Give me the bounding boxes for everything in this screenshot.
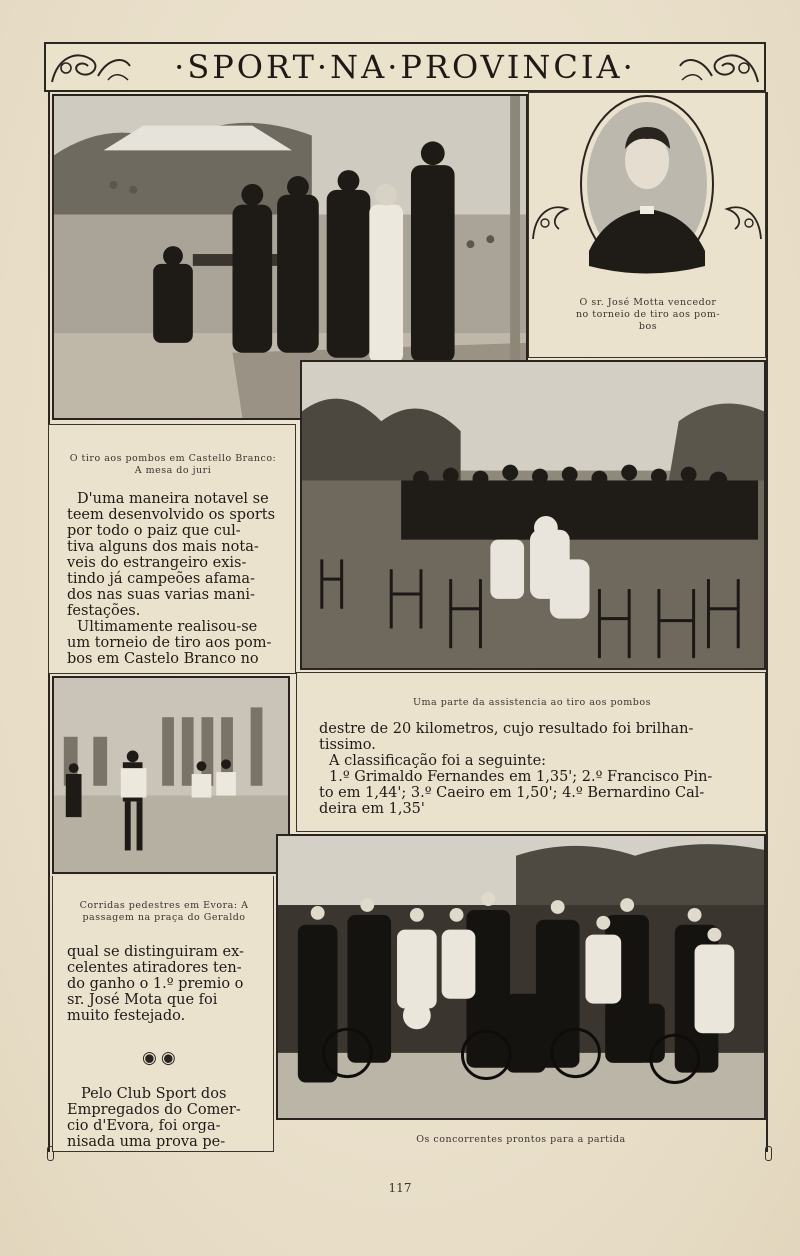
- runners-caption-line: Corridas pedestres em Evora: A: [79, 900, 249, 911]
- text-line: festações.: [67, 603, 141, 619]
- text-line: deira em 1,35': [319, 801, 425, 817]
- photo-crowd: [300, 360, 766, 670]
- text-panel-middle: [296, 672, 766, 832]
- photo-runners: [52, 676, 290, 874]
- runners-image: [54, 678, 288, 872]
- jury-caption-line: O tiro aos pombos em Castello Branco:: [69, 453, 277, 464]
- text-line: um torneio de tiro aos pom-: [67, 635, 272, 651]
- frame-right-rule: [766, 92, 768, 1152]
- text-line: celentes atiradores ten-: [67, 960, 242, 976]
- page-title: ·SPORT·NA·PROVINCIA·: [174, 48, 636, 86]
- text-line: D'uma maneira notavel se: [77, 491, 269, 507]
- page-number: 117: [388, 1181, 412, 1195]
- text-line: qual se distinguiram ex-: [67, 944, 244, 960]
- crowd-image: [302, 362, 764, 668]
- article-paragraph-5: [67, 1086, 257, 1150]
- ornament-right-icon: [676, 46, 762, 88]
- portrait-medallion: [577, 91, 717, 277]
- text-line: tindo já campeões afama-: [67, 571, 255, 587]
- jury-caption-line: A mesa do juri: [134, 465, 212, 476]
- portrait-panel: [528, 92, 766, 358]
- photo-competitors: [276, 834, 766, 1120]
- text-line: dos nas suas varias mani-: [67, 587, 255, 603]
- text-line: cio d'Evora, foi orga-: [67, 1118, 221, 1134]
- text-line: tissimo.: [319, 737, 376, 753]
- competitors-image: [278, 836, 764, 1118]
- text-panel-top: [48, 424, 296, 674]
- portrait-caption: [539, 297, 757, 333]
- runners-caption-line: passagem na praça do Geraldo: [82, 912, 246, 923]
- text-line: Pelo Club Sport dos: [81, 1086, 227, 1102]
- text-line: Empregados do Comer-: [67, 1102, 241, 1118]
- frame-right-end: [765, 1146, 772, 1161]
- text-line: Ultimamente realisou-se: [77, 619, 258, 635]
- text-line: destre de 20 kilometros, cujo resultado foi brilhan-: [319, 721, 694, 737]
- text-line: sr. José Mota que foi: [67, 992, 218, 1008]
- text-line: 1.º Grimaldo Fernandes em 1,35'; 2.º Francisco Pin-: [329, 769, 713, 785]
- text-line: do ganho o 1.º premio o: [67, 976, 244, 992]
- ornament-portrait-right-icon: [723, 183, 763, 243]
- portrait-caption-line: no torneio de tiro aos pom-: [575, 309, 721, 320]
- text-line: to em 1,44'; 3.º Caeiro em 1,50'; 4.º Bernardino Cal-: [319, 785, 705, 801]
- text-line: A classificação foi a seguinte:: [329, 753, 547, 769]
- article-paragraph-4: [67, 944, 257, 1024]
- text-line: muito festejado.: [67, 1008, 186, 1024]
- section-separator-icon: ◉◉: [142, 1048, 180, 1068]
- competitors-caption: Os concorrentes prontos para a partida: [416, 1134, 626, 1145]
- text-line: tiva alguns dos mais nota-: [67, 539, 259, 555]
- portrait-caption-line: O sr. José Motta vencedor: [579, 297, 717, 308]
- text-line: teem desenvolvido os sports: [67, 507, 276, 523]
- jury-caption: [55, 453, 291, 477]
- portrait-caption-line: bos: [638, 321, 658, 332]
- text-line: bos em Castelo Branco no: [67, 651, 259, 667]
- ornament-portrait-left-icon: [531, 183, 571, 243]
- text-line: veis do estrangeiro exis-: [67, 555, 247, 571]
- article-paragraph-1: [67, 491, 277, 667]
- runners-caption: [57, 900, 271, 924]
- text-line: por todo o paiz que cul-: [67, 523, 241, 539]
- crowd-caption: Uma parte da assistencia ao tiro aos pombos: [413, 697, 651, 708]
- text-panel-bottom: [52, 876, 274, 1152]
- header-banner: [44, 42, 766, 92]
- text-line: nisada uma prova pe-: [67, 1134, 226, 1150]
- article-paragraph-3: [319, 721, 749, 817]
